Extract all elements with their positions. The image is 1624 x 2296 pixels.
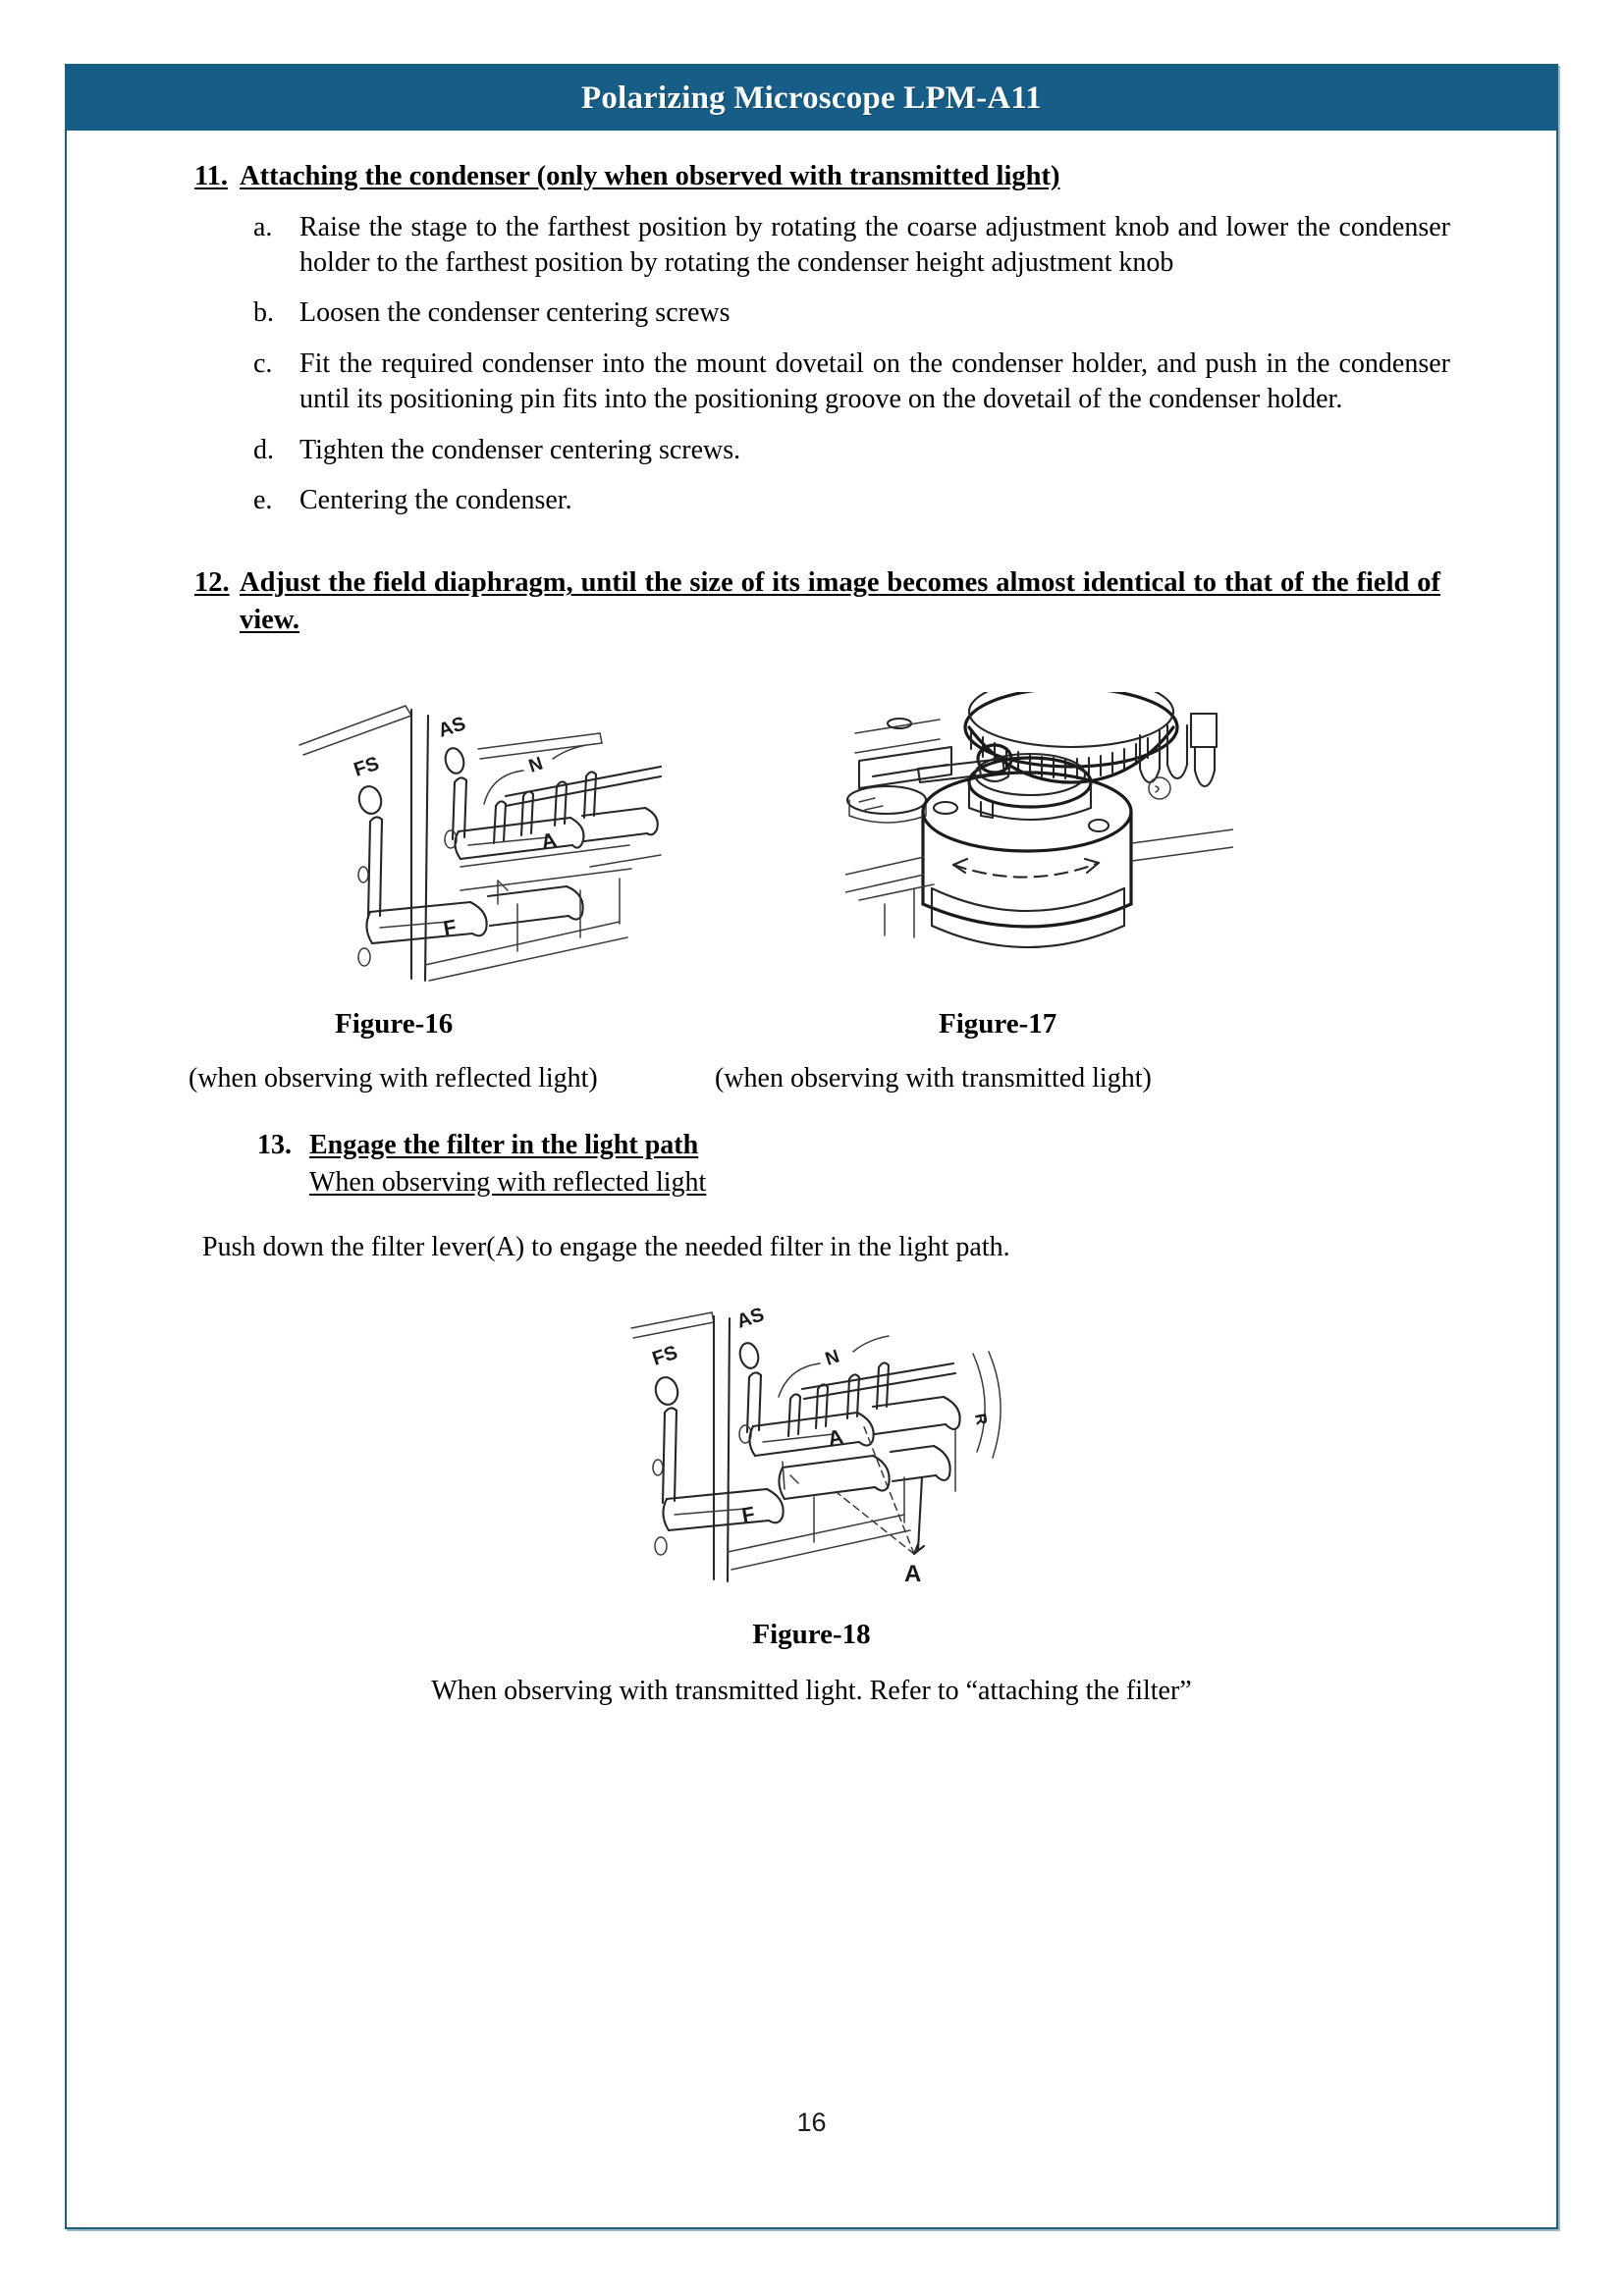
document-header-band: [67, 66, 1556, 131]
figure-16-label-as: AS: [435, 712, 468, 742]
figure-17-subcaption: (when observing with transmitted light): [715, 1062, 1152, 1094]
item-13-heading: Engage the filter in the light path: [309, 1129, 699, 1160]
list-item: [253, 483, 1450, 518]
document-content: [65, 131, 1558, 2137]
sub-item-text: Centering the condenser.: [299, 484, 572, 515]
item-13-number: 13.: [257, 1129, 292, 1160]
item-13-paragraph: Push down the filter lever(A) to engage the needed filter in the light path.: [202, 1231, 1010, 1262]
figure-subcaptions-row: [65, 1063, 1558, 1122]
figure-17-caption: Figure-17: [939, 1007, 1057, 1040]
figure-16-subcaption: (when observing with reflected light): [189, 1062, 598, 1094]
item-11-sub-list: [65, 210, 1558, 519]
page-number: 16: [796, 2108, 827, 2137]
item-12-number: 12.: [194, 567, 230, 599]
figure-18-label-a-callout: A: [904, 1560, 922, 1587]
svg-text:R: R: [971, 1412, 990, 1426]
item-11-heading: Attaching the condenser (only when observed with transmitted light): [240, 161, 1060, 191]
item-13-subheading: When observing with reflected light: [309, 1166, 707, 1198]
item-12-heading: Adjust the field diaphragm, until the size of its image becomes almost identical to that of the field of view.: [240, 567, 1440, 635]
figure-16-label-f: F: [441, 915, 459, 940]
item-13-heading-row: [65, 1130, 1558, 1161]
figure-16-label-n: N: [526, 753, 546, 777]
figure-18-image: [610, 1295, 1032, 1589]
sub-item-marker: a.: [253, 211, 273, 242]
sub-item-text: Tighten the condenser centering screws.: [299, 434, 741, 465]
figure-18-label-f: F: [739, 1502, 757, 1527]
sub-item-text: Fit the required condenser into the mount dovetail on the condenser holder, and push in the condenser until its positioning pin fits into the positioning groove on the dovetail of the condenser holder.: [299, 347, 1450, 415]
figure-17-image: [845, 692, 1233, 987]
section-item-11: [65, 158, 1558, 195]
sub-item-text: Loosen the condenser centering screws: [299, 297, 731, 329]
figure-18-label-a: A: [826, 1424, 845, 1451]
figure-18-label-as: AS: [733, 1303, 767, 1333]
sub-item-marker: d.: [253, 434, 274, 465]
figure-18-row: [65, 1295, 1558, 1609]
figure-16-caption: Figure-16: [335, 1007, 454, 1040]
figure-18-caption: Figure-18: [752, 1618, 871, 1650]
figure-18-subcaption: When observing with transmitted light. Refer to “attaching the filter”: [431, 1675, 1192, 1706]
list-item: [253, 347, 1450, 418]
list-item: [253, 295, 1450, 331]
sub-item-marker: e.: [253, 484, 273, 515]
figures-row: [65, 684, 1558, 1008]
figure-16-label-fs: FS: [351, 752, 382, 781]
sub-item-marker: b.: [253, 297, 274, 329]
sub-item-text: Raise the stage to the farthest position by rotating the coarse adjustment knob and lower the condenser holder to the farthest position by rotating the condenser height adjustment knob: [299, 211, 1450, 278]
figure-16-label-a: A: [539, 828, 559, 854]
item-13-subheading-row: [309, 1167, 1558, 1199]
list-item: [253, 210, 1450, 282]
section-item-13: [65, 1130, 1558, 1263]
figure-16-image: [296, 694, 664, 988]
list-item: [253, 433, 1450, 468]
figure-18-label-fs: FS: [649, 1341, 680, 1370]
section-item-12: [65, 564, 1558, 638]
figure-captions-row: [65, 1008, 1558, 1063]
figure-18-label-n: N: [823, 1346, 842, 1370]
page-title: Polarizing Microscope LPM-A11: [581, 80, 1042, 116]
item-11-number: 11.: [194, 161, 229, 191]
sub-item-marker: c.: [253, 347, 273, 379]
